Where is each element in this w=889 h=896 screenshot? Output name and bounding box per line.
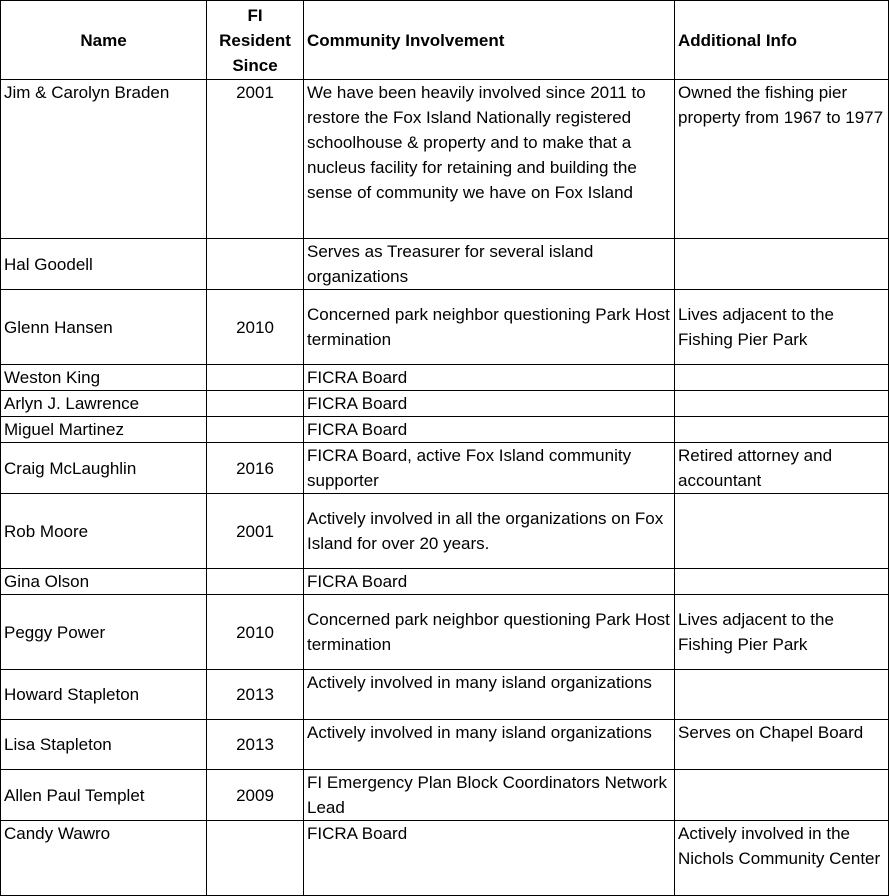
- community-involvement: Serves as Treasurer for several island organizations: [304, 239, 675, 290]
- header-row: [1, 1, 889, 80]
- community-involvement: Concerned park neighbor questioning Park Host termination: [304, 595, 675, 670]
- member-name: Peggy Power: [1, 595, 207, 670]
- resident-since: [207, 821, 304, 896]
- community-involvement: FI Emergency Plan Block Coordinators Network Lead: [304, 770, 675, 821]
- table-row: [1, 595, 889, 670]
- table-row: [1, 821, 889, 896]
- header-additional-info: Additional Info: [675, 1, 889, 80]
- member-name: Weston King: [1, 365, 207, 391]
- resident-since: [207, 417, 304, 443]
- community-involvement: FICRA Board: [304, 391, 675, 417]
- table-row: [1, 494, 889, 569]
- community-involvement: FICRA Board: [304, 365, 675, 391]
- resident-since: 2010: [207, 595, 304, 670]
- header-resident-since: [207, 1, 304, 80]
- additional-info: Actively involved in the Nichols Community Center: [675, 821, 889, 896]
- community-involvement: FICRA Board: [304, 821, 675, 896]
- resident-since: [207, 569, 304, 595]
- community-involvement: FICRA Board: [304, 417, 675, 443]
- table-row: [1, 417, 889, 443]
- header-since-line-1: FI: [247, 5, 263, 25]
- community-involvement: Actively involved in many island organizations: [304, 670, 675, 720]
- resident-since: 2013: [207, 720, 304, 770]
- member-name: Lisa Stapleton: [1, 720, 207, 770]
- additional-info: [675, 417, 889, 443]
- table-row: [1, 80, 889, 239]
- additional-info: Lives adjacent to the Fishing Pier Park: [675, 595, 889, 670]
- table-row: [1, 670, 889, 720]
- community-involvement: FICRA Board: [304, 569, 675, 595]
- resident-since: 2013: [207, 670, 304, 720]
- resident-since: [207, 391, 304, 417]
- resident-since: 2009: [207, 770, 304, 821]
- resident-since: [207, 365, 304, 391]
- table-row: [1, 569, 889, 595]
- table-row: [1, 770, 889, 821]
- additional-info: Retired attorney and accountant: [675, 443, 889, 494]
- additional-info: Lives adjacent to the Fishing Pier Park: [675, 290, 889, 365]
- member-name: Howard Stapleton: [1, 670, 207, 720]
- member-name: Glenn Hansen: [1, 290, 207, 365]
- resident-since: [207, 239, 304, 290]
- community-involvement: FICRA Board, active Fox Island community supporter: [304, 443, 675, 494]
- additional-info: Serves on Chapel Board: [675, 720, 889, 770]
- additional-info: [675, 670, 889, 720]
- table-row: [1, 239, 889, 290]
- table-row: [1, 365, 889, 391]
- member-name: Rob Moore: [1, 494, 207, 569]
- header-community-involvement: Community Involvement: [304, 1, 675, 80]
- header-since-line-3: Since: [232, 55, 278, 75]
- community-involvement: Concerned park neighbor questioning Park Host termination: [304, 290, 675, 365]
- additional-info: [675, 569, 889, 595]
- additional-info: [675, 365, 889, 391]
- table-row: [1, 290, 889, 365]
- member-name: Allen Paul Templet: [1, 770, 207, 821]
- additional-info: [675, 770, 889, 821]
- additional-info: Owned the fishing pier property from 1967 to 1977: [675, 80, 889, 239]
- additional-info: [675, 391, 889, 417]
- member-name: Candy Wawro: [1, 821, 207, 896]
- table-row: [1, 391, 889, 417]
- header-since-line-2: Resident: [219, 30, 291, 50]
- table-row: [1, 443, 889, 494]
- member-name: Craig McLaughlin: [1, 443, 207, 494]
- member-name: Jim & Carolyn Braden: [1, 80, 207, 239]
- additional-info: [675, 494, 889, 569]
- member-name: Hal Goodell: [1, 239, 207, 290]
- community-involvement: Actively involved in many island organizations: [304, 720, 675, 770]
- resident-since: 2016: [207, 443, 304, 494]
- table-row: [1, 720, 889, 770]
- community-involvement: We have been heavily involved since 2011 to restore the Fox Island Nationally registered schoolhouse & property and to make that a nucleus facility for retaining and building the sense of community we have on Fox Island: [304, 80, 675, 239]
- resident-since: 2010: [207, 290, 304, 365]
- member-name: Gina Olson: [1, 569, 207, 595]
- resident-since: 2001: [207, 494, 304, 569]
- community-involvement: Actively involved in all the organizations on Fox Island for over 20 years.: [304, 494, 675, 569]
- additional-info: [675, 239, 889, 290]
- resident-since: 2001: [207, 80, 304, 239]
- member-name: Miguel Martinez: [1, 417, 207, 443]
- header-name: Name: [1, 1, 207, 80]
- member-name: Arlyn J. Lawrence: [1, 391, 207, 417]
